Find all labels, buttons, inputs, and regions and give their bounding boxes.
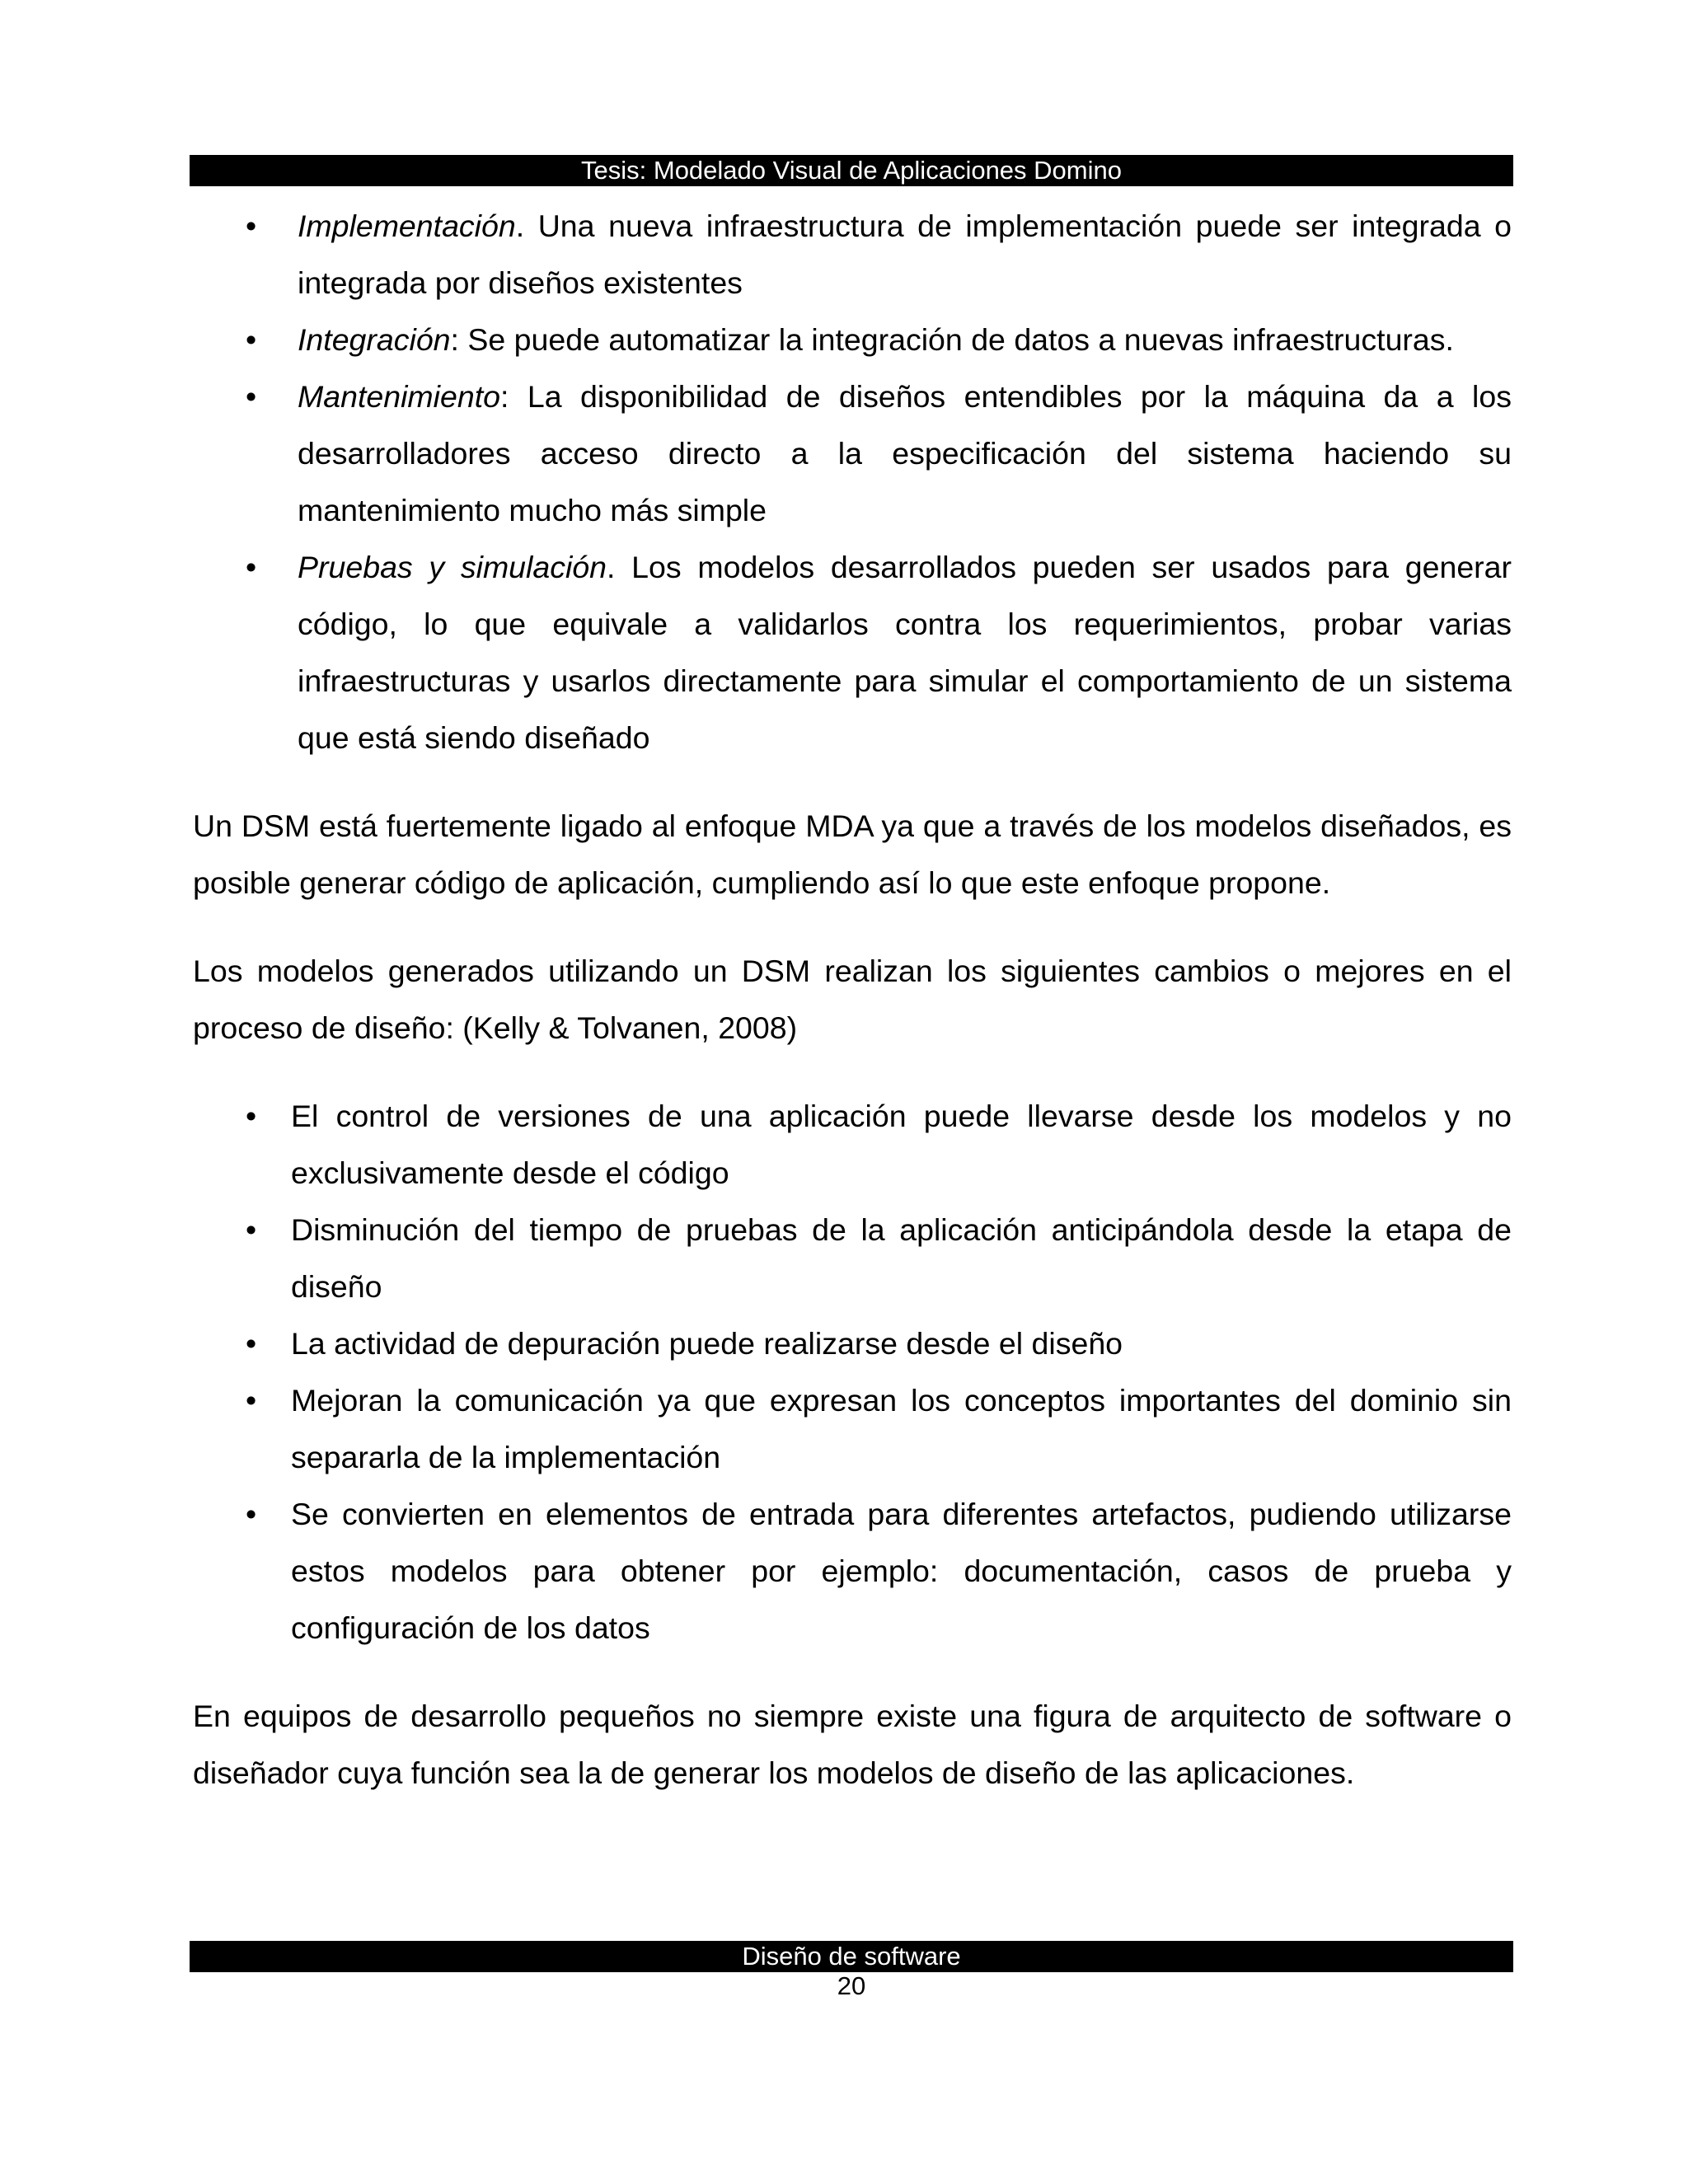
bullet-icon: • [246,379,257,414]
paragraph-small-teams: En equipos de desarrollo pequeños no siempre existe una figura de arquitecto de software o diseñador cuya función sea la de generar los modelos de diseño de las aplicaciones. [193,1699,1512,1790]
page-number: 20 [837,1971,866,2000]
list-item-text: Disminución del tiempo de pruebas de la aplicación anticipándola desde la etapa de diseño [291,1212,1512,1304]
bullet-icon: • [246,550,257,584]
list-item-text: La actividad de depuración puede realizarse desde el diseño [291,1326,1123,1361]
benefits-list [193,198,1512,766]
bullet-icon: • [246,209,257,243]
list-item-text: Mejoran la comunicación ya que expresan los conceptos importantes del dominio sin separarla de la implementación [291,1383,1512,1474]
paragraph-dsm-mda: Un DSM está fuertemente ligado al enfoque MDA ya que a través de los modelos diseñados, es posible generar código de aplicación, cumpliendo así lo que este enfoque propone. [193,808,1512,900]
bullet-icon: • [246,1497,257,1531]
changes-list [193,1088,1512,1657]
list-item [193,1088,1512,1202]
page-body [193,198,1512,1802]
list-item-text: . Los modelos desarrollados pueden ser usados para generar código, lo que equivale a validarlos contra los requerimientos, probar varias infraestructuras y usarlos directamente para simular el comportamiento de un sistema que está siendo diseñado [298,550,1512,755]
list-item [193,539,1512,766]
bullet-icon: • [246,1383,257,1418]
bullet-icon: • [246,1212,257,1247]
bullet-icon: • [246,322,257,357]
list-item [193,198,1512,312]
list-item [193,1202,1512,1315]
list-item [193,368,1512,539]
bullet-icon: • [246,1099,257,1133]
list-item-term: Integración [298,322,451,357]
paragraph-dsm-changes: Los modelos generados utilizando un DSM realizan los siguientes cambios o mejores en el proceso de diseño: (Kelly & Tolvanen, 2008) [193,954,1512,1045]
list-item [193,312,1512,368]
bullet-icon: • [246,1326,257,1361]
list-item-text: El control de versiones de una aplicación puede llevarse desde los modelos y no exclusivamente desde el código [291,1099,1512,1190]
list-item-term: Mantenimiento [298,379,500,414]
list-item-text: Se convierten en elementos de entrada para diferentes artefactos, pudiendo utilizarse estos modelos para obtener por ejemplo: documentación, casos de prueba y configuración de los datos [291,1497,1512,1645]
running-header: Tesis: Modelado Visual de Aplicaciones Domino [190,155,1513,186]
list-item-text: : La disponibilidad de diseños entendibles por la máquina da a los desarrolladores acceso directo a la especificación del sistema haciendo su mantenimiento mucho más simple [298,379,1512,527]
list-item-text: : Se puede automatizar la integración de datos a nuevas infraestructuras. [450,322,1454,357]
list-item-text: . Una nueva infraestructura de implementación puede ser integrada o integrada por diseños existentes [298,209,1512,300]
list-item [193,1372,1512,1486]
list-item [193,1486,1512,1657]
list-item-term: Implementación [298,209,516,243]
list-item [193,1315,1512,1372]
running-footer: Diseño de software [190,1941,1513,1972]
list-item-term: Pruebas y simulación [298,550,607,584]
